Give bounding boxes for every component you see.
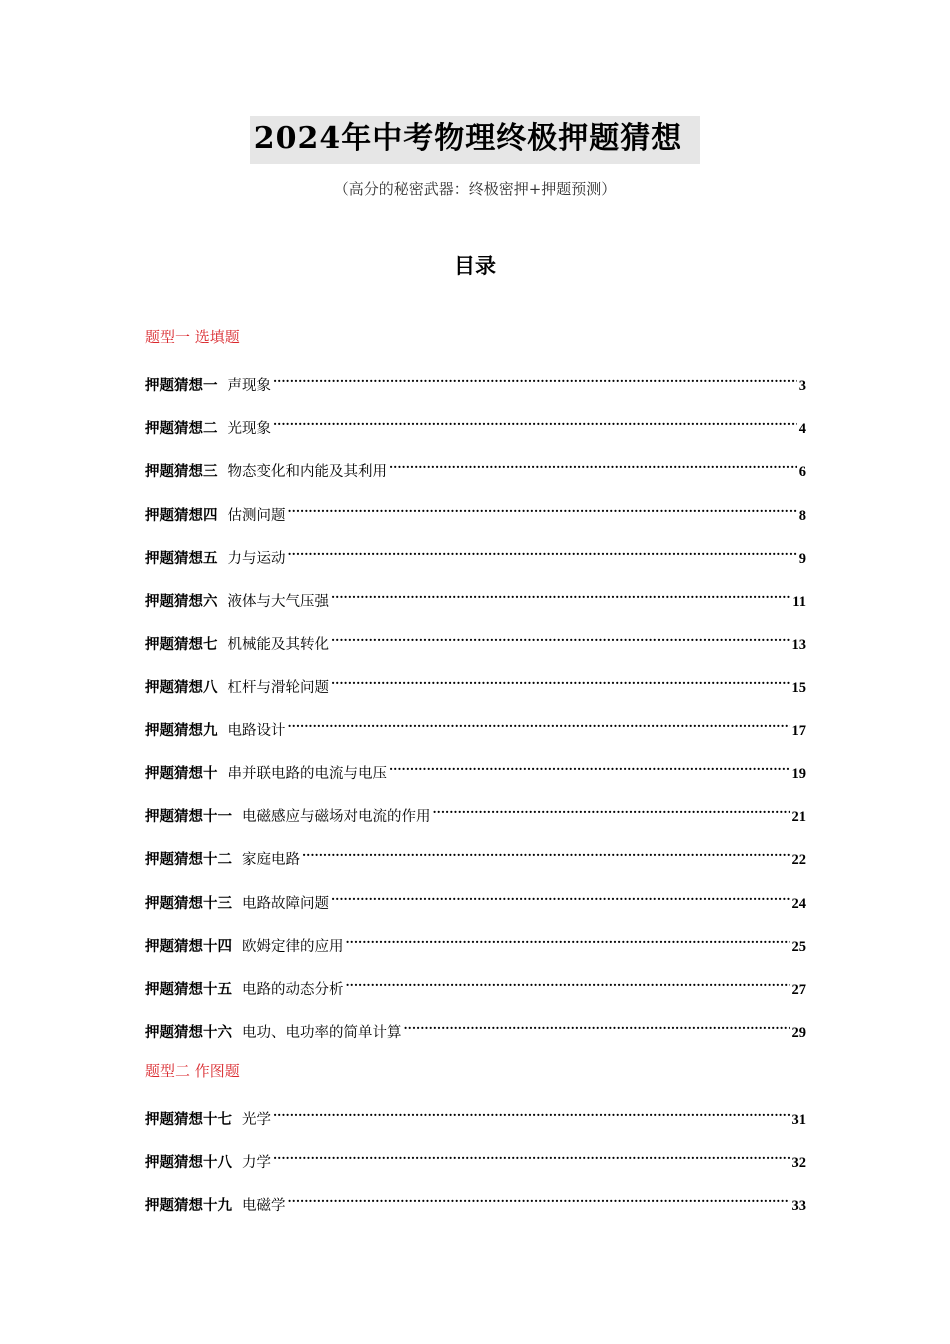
toc-entry-number: 押题猜想五 — [145, 550, 218, 567]
section-label-1: 题型一 选填题 — [145, 328, 240, 346]
document-subtitle: （高分的秘密武器：终极密押+押题预测） — [333, 180, 617, 198]
dot-leader — [404, 1017, 790, 1037]
dot-leader — [273, 370, 797, 390]
toc-entry-page: 31 — [791, 1112, 806, 1128]
toc-entry-page: 25 — [791, 939, 806, 955]
toc-entry-page: 17 — [791, 723, 806, 739]
dot-leader — [346, 974, 790, 994]
dot-leader — [288, 543, 797, 563]
toc-entry[interactable] — [145, 758, 806, 784]
toc-entry-number: 押题猜想十八 — [145, 1154, 232, 1171]
toc-entry-number: 押题猜想十三 — [145, 895, 232, 912]
toc-entry[interactable] — [145, 629, 806, 655]
dot-leader — [273, 1147, 790, 1167]
toc-entry-number: 押题猜想九 — [145, 722, 218, 739]
toc-entry-number: 押题猜想七 — [145, 636, 218, 653]
toc-entry-number: 押题猜想十七 — [145, 1111, 232, 1128]
dot-leader — [331, 672, 790, 692]
dot-leader — [273, 413, 797, 433]
toc-entry-page: 19 — [791, 766, 806, 782]
toc-entry-name: 力与运动 — [227, 551, 286, 567]
toc-entry[interactable] — [145, 888, 806, 914]
toc-entry[interactable] — [145, 715, 806, 741]
toc-entry-name: 估测问题 — [227, 508, 286, 524]
toc-entry-page: 8 — [798, 508, 806, 524]
toc-entry-number: 押题猜想十二 — [145, 851, 232, 868]
toc-entry[interactable] — [145, 586, 806, 612]
toc-entry-page: 33 — [791, 1198, 806, 1214]
toc-entry[interactable] — [145, 672, 806, 698]
toc-entry-page: 21 — [791, 809, 806, 825]
dot-leader — [389, 456, 797, 476]
toc-entry[interactable] — [145, 456, 806, 482]
toc-entry-number: 押题猜想一 — [145, 377, 218, 394]
toc-entry-name: 杠杆与滑轮问题 — [227, 680, 329, 696]
toc-entry-name: 家庭电路 — [242, 852, 300, 868]
dot-leader — [331, 888, 790, 908]
toc-entry-name: 机械能及其转化 — [227, 637, 329, 653]
toc-entry[interactable] — [145, 500, 806, 526]
toc-entry-name: 物态变化和内能及其利用 — [227, 464, 387, 480]
dot-leader — [389, 758, 790, 778]
toc-entry-page: 29 — [791, 1025, 806, 1041]
toc-entry-number: 押题猜想十 — [145, 765, 218, 782]
toc-entry[interactable] — [145, 1104, 806, 1130]
toc-entry-number: 押题猜想六 — [145, 593, 218, 610]
toc-entry[interactable] — [145, 1147, 806, 1173]
toc-entry-name: 力学 — [242, 1155, 271, 1171]
dot-leader — [331, 629, 790, 649]
toc-entry-page: 3 — [798, 378, 806, 394]
toc-entry-page: 6 — [798, 464, 806, 480]
toc-entry-page: 32 — [791, 1155, 806, 1171]
toc-entry-number: 押题猜想十一 — [145, 808, 232, 825]
toc-heading: 目录 — [454, 254, 496, 278]
toc-entry[interactable] — [145, 931, 806, 957]
toc-entry[interactable] — [145, 844, 806, 870]
toc-entry-name: 声现象 — [227, 378, 271, 394]
toc-entry-page: 13 — [791, 637, 806, 653]
toc-entry-number: 押题猜想十五 — [145, 981, 232, 998]
toc-entry[interactable] — [145, 974, 806, 1000]
toc-entry-name: 欧姆定律的应用 — [242, 939, 344, 955]
dot-leader — [273, 1104, 790, 1124]
toc-entry-name: 电功、电功率的简单计算 — [242, 1025, 402, 1041]
toc-entry-name: 电路故障问题 — [242, 896, 329, 912]
toc-entry-page: 11 — [792, 594, 806, 610]
dot-leader — [288, 500, 797, 520]
dot-leader — [346, 931, 790, 951]
document-title: 2024年中考物理终极押题猜想 — [250, 116, 701, 164]
toc-entry-number: 押题猜想四 — [145, 507, 218, 524]
toc-entry-number: 押题猜想八 — [145, 679, 218, 696]
toc-entry-page: 4 — [798, 421, 806, 437]
dot-leader — [288, 715, 790, 735]
toc-entry-page: 9 — [798, 551, 806, 567]
toc-entry[interactable] — [145, 801, 806, 827]
toc-entry[interactable] — [145, 543, 806, 569]
toc-entry-name: 电磁感应与磁场对电流的作用 — [242, 809, 431, 825]
toc-entry-name: 电路的动态分析 — [242, 982, 344, 998]
toc-entry-number: 押题猜想十六 — [145, 1024, 232, 1041]
section-label-2: 题型二 作图题 — [145, 1062, 240, 1080]
toc-entry-page: 24 — [791, 896, 806, 912]
dot-leader — [302, 844, 790, 864]
dot-leader — [331, 586, 790, 606]
dot-leader — [288, 1190, 790, 1210]
toc-entry-name: 光现象 — [227, 421, 271, 437]
toc-entry-name: 串并联电路的电流与电压 — [227, 766, 387, 782]
toc-entry-number: 押题猜想十四 — [145, 938, 232, 955]
toc-entry[interactable] — [145, 1017, 806, 1043]
toc-entry-name: 液体与大气压强 — [227, 594, 329, 610]
toc-entry-page: 15 — [791, 680, 806, 696]
title-wrap — [0, 116, 950, 164]
toc-entry-page: 22 — [791, 852, 806, 868]
toc-entry-name: 电路设计 — [227, 723, 286, 739]
toc-entry[interactable] — [145, 413, 806, 439]
toc-entry-number: 押题猜想二 — [145, 420, 218, 437]
toc-entry-name: 光学 — [242, 1112, 271, 1128]
toc-entry[interactable] — [145, 1190, 806, 1216]
dot-leader — [433, 801, 790, 821]
toc-entry-number: 押题猜想十九 — [145, 1197, 232, 1214]
toc-entry[interactable] — [145, 370, 806, 396]
toc-entry-number: 押题猜想三 — [145, 463, 218, 480]
toc-entry-name: 电磁学 — [242, 1198, 286, 1214]
toc-entry-page: 27 — [791, 982, 806, 998]
